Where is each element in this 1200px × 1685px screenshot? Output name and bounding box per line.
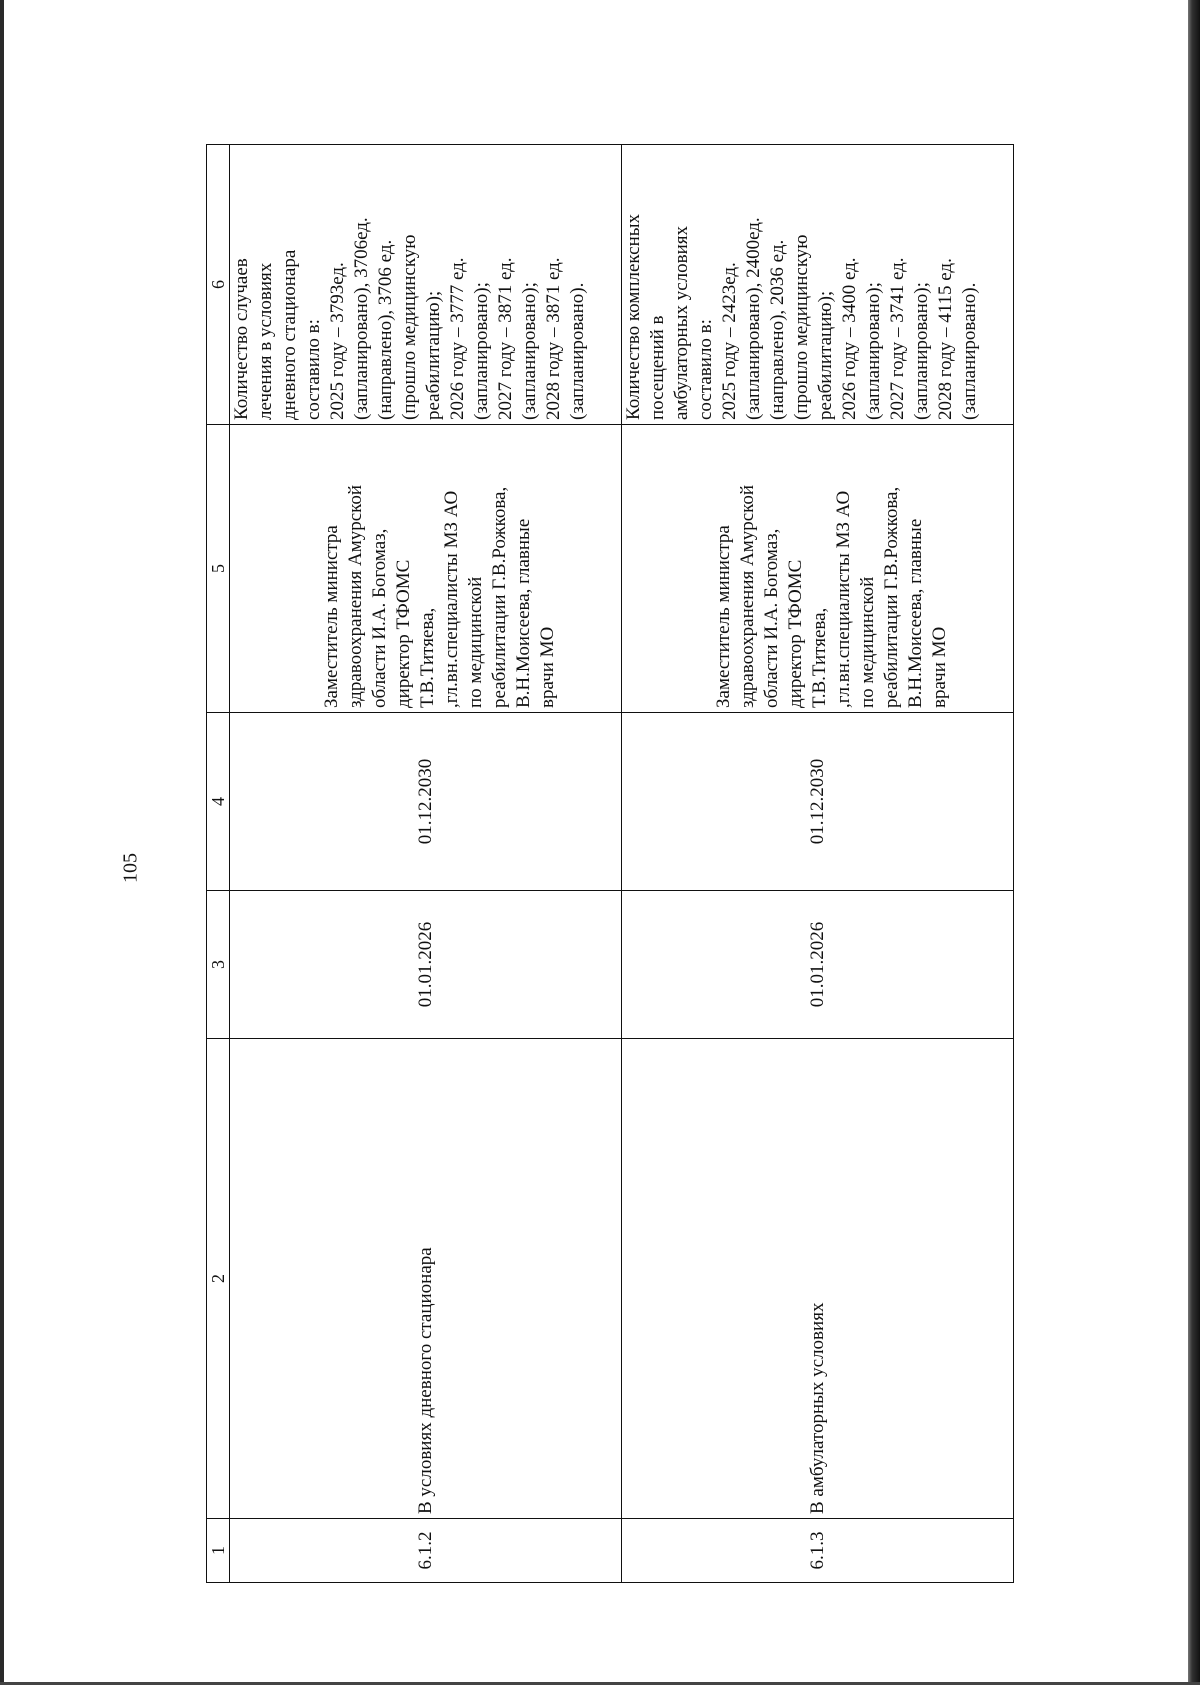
responsible-line: по медицинской: [856, 576, 878, 708]
result-line: лечения в условиях: [255, 262, 276, 420]
end-date-cell: 01.12.2030: [622, 713, 1014, 891]
responsible-line: здравоохранения Амурской: [736, 484, 758, 708]
result-cell: [622, 145, 1014, 425]
responsible-line: Т.В.Титяева,: [416, 607, 438, 708]
table-header-row: [207, 145, 230, 1583]
column-number-6: 6: [207, 145, 230, 425]
result-line: (запланировано);: [911, 282, 932, 420]
result-line: реабилитацию);: [815, 290, 836, 420]
result-line: (запланировано);: [863, 282, 884, 420]
start-date-cell: 01.01.2026: [230, 891, 622, 1039]
responsible-line: В.Н.Моисеева, главные: [512, 518, 534, 708]
result-line: (запланировано);: [519, 282, 540, 420]
result-line: реабилитацию);: [423, 290, 444, 420]
responsible-line: ,гл.вн.специалисты МЗ АО: [832, 490, 854, 708]
responsible-line: директор ТФОМС: [784, 559, 806, 708]
measures-table: [206, 144, 1014, 1583]
result-line: 2026 году – 3400 ед.: [839, 257, 860, 420]
result-line: (прошло медицинскую: [399, 234, 420, 420]
page-number: 105: [119, 853, 142, 883]
result-line: (запланировано), 3706ед.: [351, 217, 372, 420]
result-line: (запланировано);: [471, 282, 492, 420]
result-line: (прошло медицинскую: [791, 234, 812, 420]
responsible-line: Заместитель министра: [712, 525, 734, 708]
result-cell: [230, 145, 622, 425]
end-date-cell: 01.12.2030: [230, 713, 622, 891]
responsible-line: реабилитации Г.В.Рожкова,: [488, 486, 510, 708]
result-line: (запланировано).: [567, 282, 588, 420]
result-line: 2028 году – 3871 ед.: [543, 257, 564, 420]
column-number-2: 2: [207, 1039, 230, 1519]
result-line: дневного стационара: [279, 249, 300, 420]
column-number-3: 3: [207, 891, 230, 1039]
column-number-5: 5: [207, 425, 230, 713]
result-line: (запланировано).: [959, 282, 980, 420]
result-line: 2027 году – 3871 ед.: [495, 257, 516, 420]
result-line: Количество комплексных: [623, 213, 644, 420]
responsible-line: по медицинской: [464, 576, 486, 708]
result-line: 2026 году – 3777 ед.: [447, 257, 468, 420]
result-line: амбулаторных условиях: [671, 225, 692, 420]
result-line: посещений в: [647, 315, 668, 420]
result-line: (запланировано), 2400ед.: [743, 217, 764, 420]
responsible-line: ,гл.вн.специалисты МЗ АО: [440, 490, 462, 708]
measure-name-cell: В условиях дневного стационара: [230, 1039, 622, 1519]
rotated-table-container: [206, 145, 1012, 1583]
result-line: 2025 году – 2423ед.: [719, 262, 740, 420]
responsible-cell: [622, 425, 1014, 713]
result-line: Количество случаев: [231, 258, 252, 420]
responsible-line: врачи МО: [536, 626, 558, 708]
scan-edge-left: [0, 0, 4, 1685]
table-row: [622, 145, 1014, 1583]
responsible-line: здравоохранения Амурской: [344, 484, 366, 708]
result-line: (направлено), 2036 ед.: [767, 239, 788, 420]
column-number-4: 4: [207, 713, 230, 891]
responsible-line: Заместитель министра: [320, 525, 342, 708]
responsible-line: реабилитации Г.В.Рожкова,: [880, 486, 902, 708]
start-date-cell: 01.01.2026: [622, 891, 1014, 1039]
responsible-line: области И.А. Богомаз,: [368, 528, 390, 708]
responsible-line: врачи МО: [928, 626, 950, 708]
result-line: составило в:: [303, 319, 324, 420]
result-line: составило в:: [695, 319, 716, 420]
scan-edge-right: [1188, 0, 1200, 1685]
result-line: 2028 году – 4115 ед.: [935, 258, 956, 420]
responsible-line: директор ТФОМС: [392, 559, 414, 708]
row-number-cell: 6.1.2: [230, 1519, 622, 1583]
result-line: 2025 году – 3793ед.: [327, 262, 348, 420]
responsible-line: Т.В.Титяева,: [808, 607, 830, 708]
responsible-line: В.Н.Моисеева, главные: [904, 518, 926, 708]
column-number-1: 1: [207, 1519, 230, 1583]
row-number-cell: 6.1.3: [622, 1519, 1014, 1583]
measure-name-cell: В амбулаторных условиях: [622, 1039, 1014, 1519]
result-line: 2027 году – 3741 ед.: [887, 257, 908, 420]
responsible-cell: [230, 425, 622, 713]
table-row: [230, 145, 622, 1583]
result-line: (направлено), 3706 ед.: [375, 239, 396, 420]
responsible-line: области И.А. Богомаз,: [760, 528, 782, 708]
